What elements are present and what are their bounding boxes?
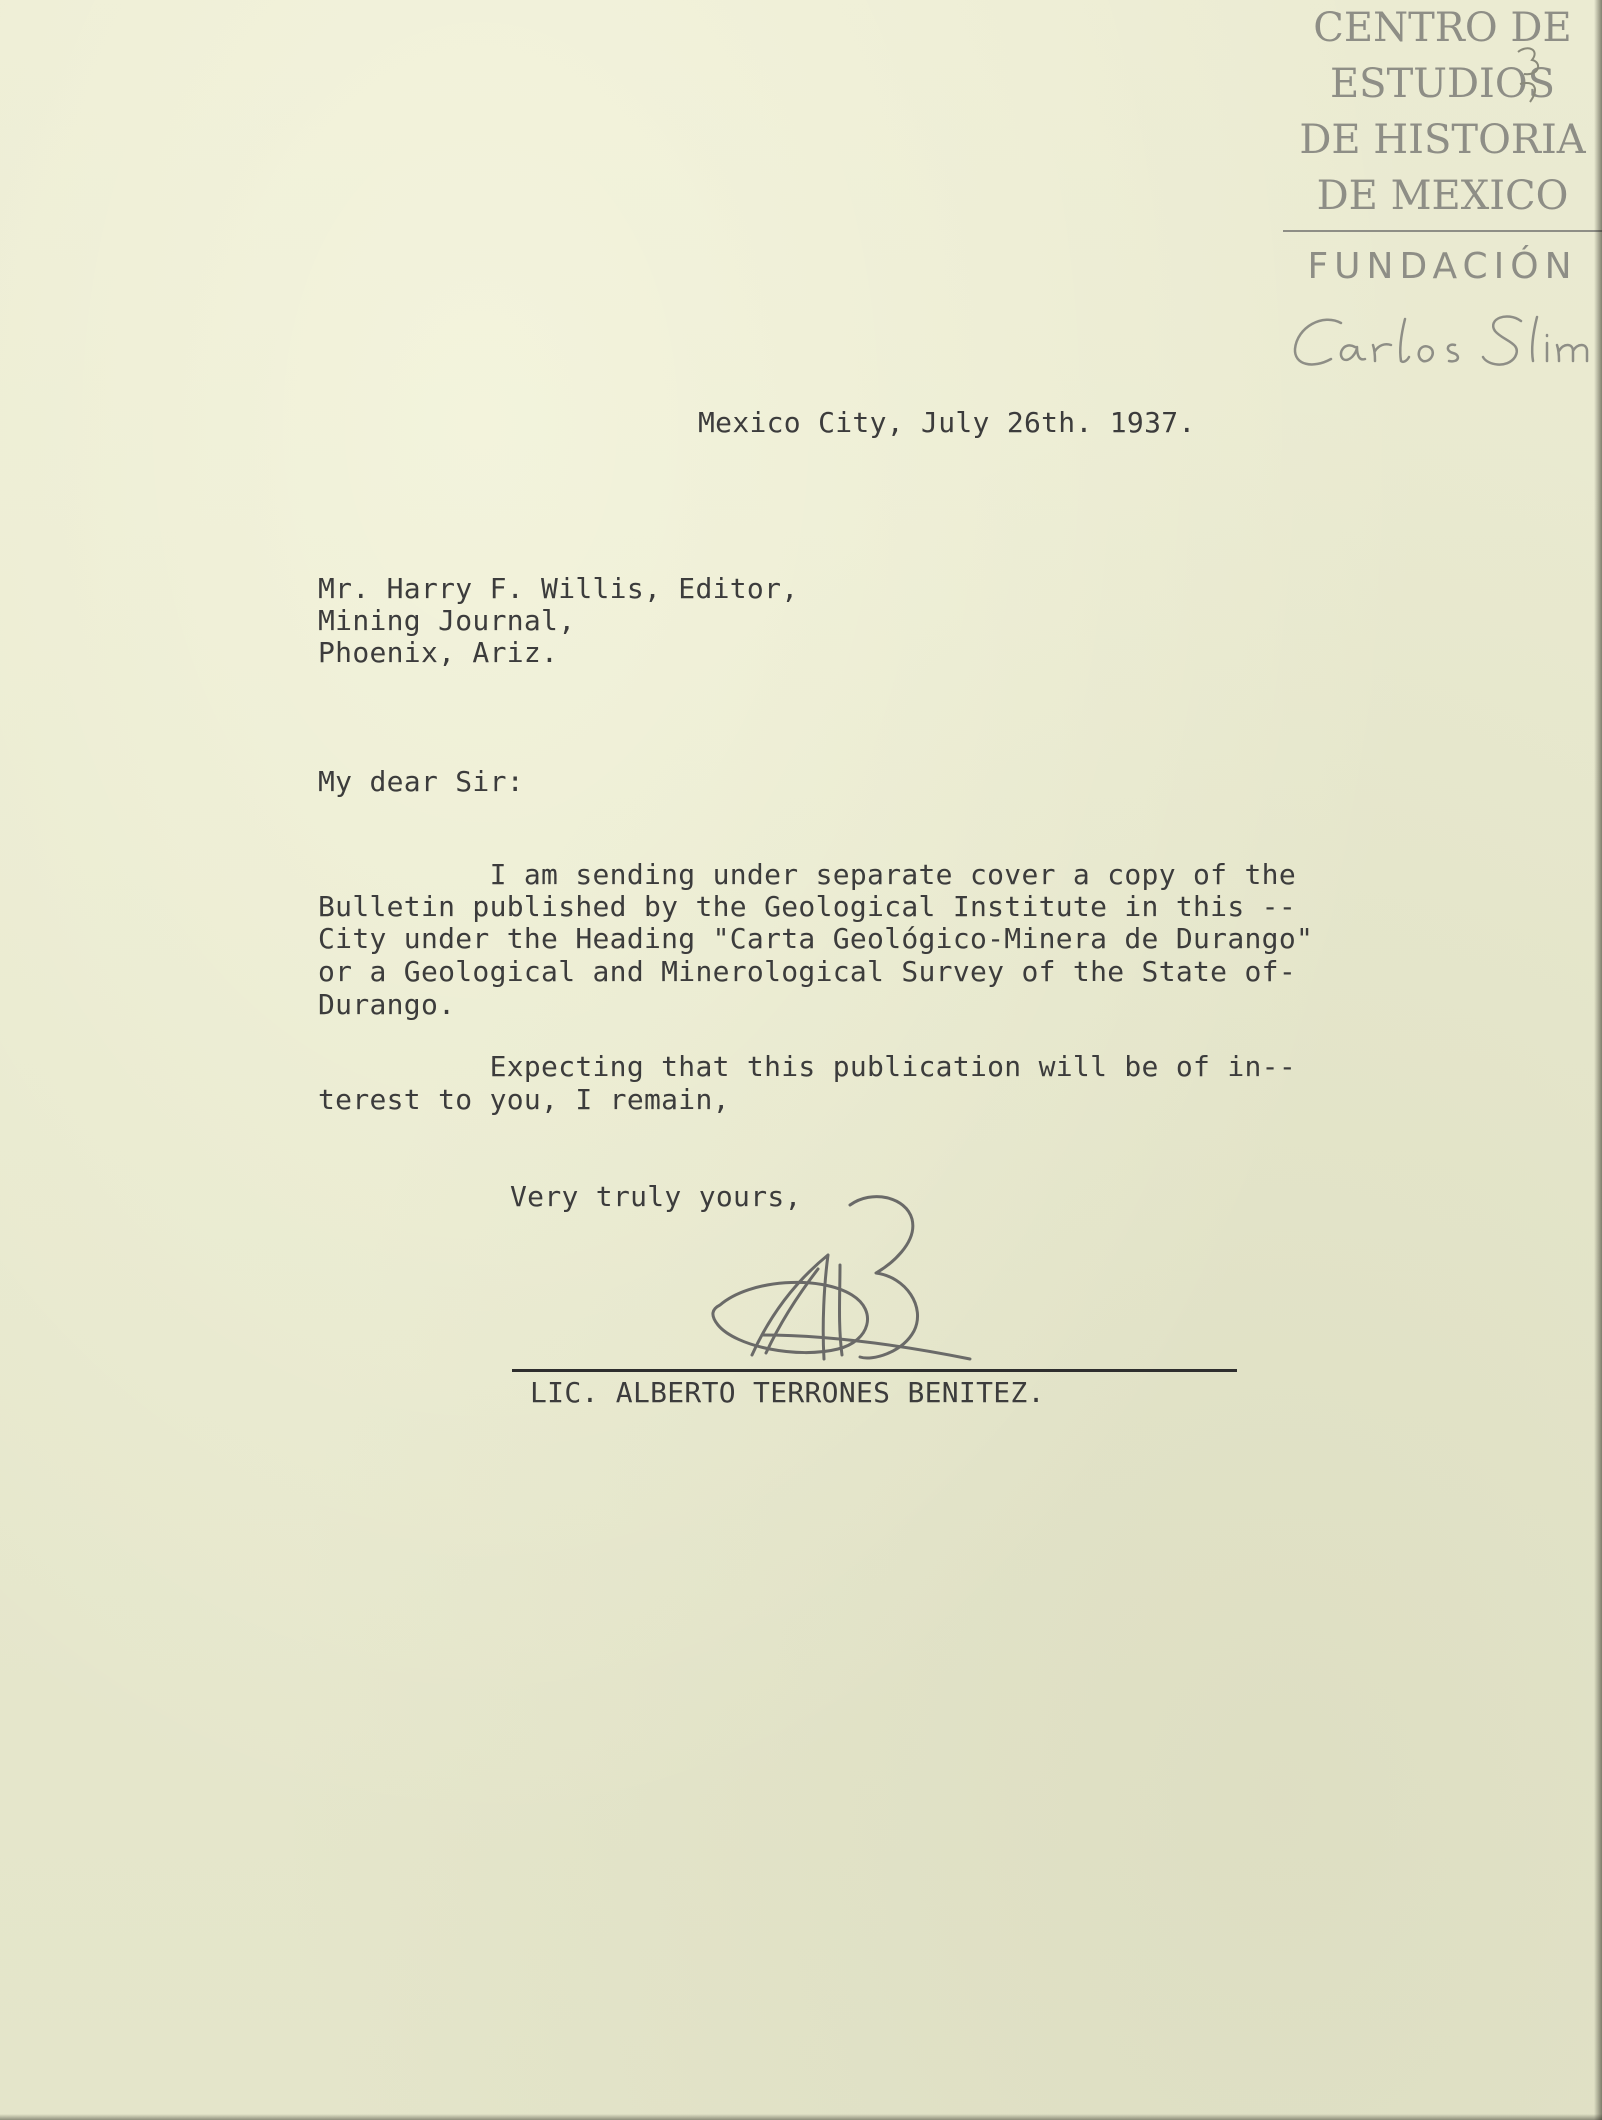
closing: Very truly yours, xyxy=(510,1180,802,1213)
body2-line-2: terest to you, I remain, xyxy=(318,1083,730,1116)
body-line-3: City under the Heading "Carta Geológico-Minera de Durango" xyxy=(318,922,1314,955)
handwritten-signature xyxy=(700,1185,980,1380)
letter-date: Mexico City, July 26th. 1937. xyxy=(698,406,1196,439)
body-line-1: I am sending under separate cover a copy of the xyxy=(318,858,1296,891)
archive-stamp xyxy=(1283,0,1602,400)
body2-line-1: Expecting that this publication will be of in-- xyxy=(318,1050,1296,1083)
page-edge-shadow-right xyxy=(1594,0,1602,2120)
stamp-fundacion: FUNDACIÓN xyxy=(1307,246,1578,287)
stamp-divider xyxy=(1283,230,1602,232)
body-line-5: Durango. xyxy=(318,988,456,1021)
address-line-3: Phoenix, Ariz. xyxy=(318,636,559,669)
pencil-folio-mark xyxy=(1510,40,1550,110)
salutation: My dear Sir: xyxy=(318,765,524,798)
stamp-line-1: CENTRO DE xyxy=(1313,5,1572,51)
stamp-line-2: ESTUDIOS xyxy=(1329,61,1556,107)
stamp-script-logo xyxy=(1283,291,1602,381)
signer-name: LIC. ALBERTO TERRONES BENITEZ. xyxy=(530,1376,1045,1409)
body-line-2: Bulletin published by the Geological Institute in this -- xyxy=(318,890,1296,923)
carlos-slim-script-logo xyxy=(1283,291,1602,381)
stamp-line-4: DE MEXICO xyxy=(1316,173,1569,219)
body-line-4: or a Geological and Minerological Survey of the State of- xyxy=(318,955,1296,988)
stamp-line-3: DE HISTORIA xyxy=(1299,117,1586,163)
address-line-1: Mr. Harry F. Willis, Editor, xyxy=(318,572,799,605)
page-edge-shadow-bottom xyxy=(0,2114,1602,2120)
address-line-2: Mining Journal, xyxy=(318,604,576,637)
signature-line xyxy=(512,1369,1237,1372)
